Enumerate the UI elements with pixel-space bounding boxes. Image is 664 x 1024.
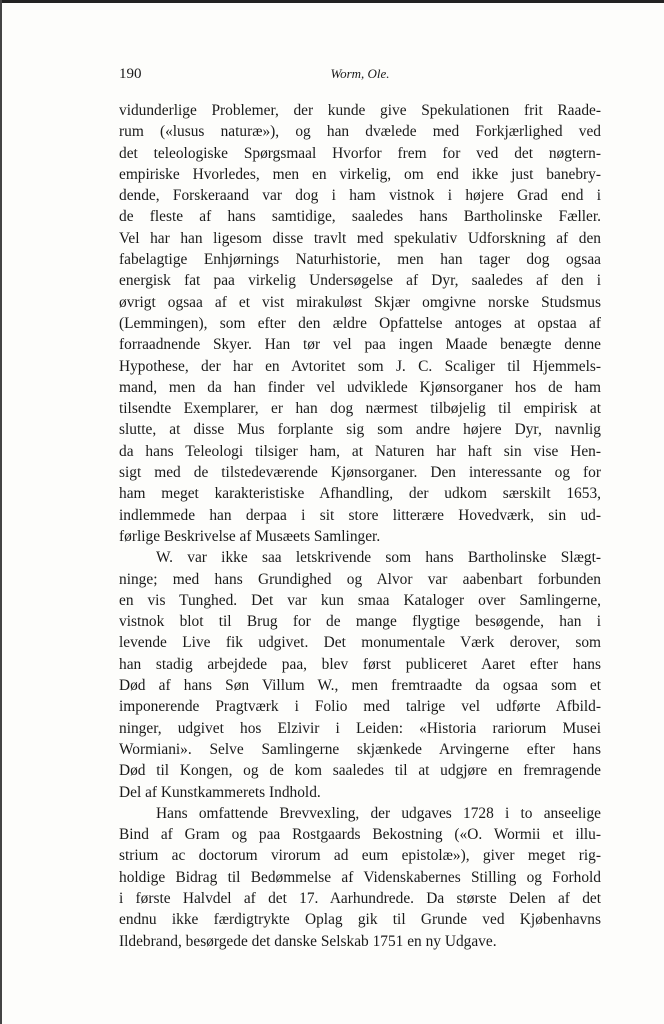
text-line: strium ac doctorum virorum ad eum epistolæ»), giver meget rig-	[119, 847, 601, 865]
text-line: empiriske Hvorledes, men en virkelig, om end ikke just banebry-	[119, 165, 601, 183]
text-line: Hans omfattende Brevvexling, der udgaves 1728 i to anseelige	[156, 804, 601, 822]
text-line: førlige Beskrivelse af Musæets Samlinger.	[119, 527, 381, 545]
text-line: W. var ikke saa letskrivende som hans Bartholinske Slægt-	[156, 549, 601, 567]
text-line: Del af Kunstkammerets Indhold.	[119, 783, 321, 801]
text-line: ninger, udgivet hos Elzivir i Leiden: «Historia rariorum Musei	[119, 719, 601, 737]
text-line: da hans Teleologi tilsiger ham, at Naturen har haft sin vise Hen-	[119, 442, 601, 460]
page-left-edge	[0, 0, 2, 1024]
text-line: (Lemmingen), som efter den ældre Opfattelse antoges at opstaa af	[119, 314, 601, 332]
text-line: levende Live fik udgivet. Det monumentale Værk derover, som	[119, 634, 601, 652]
paragraph-1	[119, 100, 601, 547]
text-line: vidunderlige Problemer, der kunde give Spekulationen frit Raade-	[119, 102, 601, 119]
text-line: en vis Tunghed. Det var kun smaa Kataloger over Samlingerne,	[119, 591, 601, 609]
text-line: i første Halvdel af det 17. Aarhundrede. Da største Delen af det	[119, 889, 601, 907]
text-line: Ildebrand, besørgede det danske Selskab 1751 en ny Udgave.	[119, 932, 497, 950]
text-line: øvrigt ogsaa af et vist mirakuløst Skjær omgivne norske Studsmus	[119, 293, 601, 311]
text-line: de fleste af hans samtidige, saaledes hans Bartholinske Fæller.	[119, 208, 601, 226]
text-line: energisk fat paa virkelig Undersøgelse af Dyr, saaledes af den i	[119, 272, 601, 290]
page-header	[119, 66, 601, 88]
text-line: ham meget karakteristiske Afhandling, der udkom særskilt 1653,	[119, 485, 601, 503]
text-line: mand, men da han finder vel udviklede Kjønsorganer hos de ham	[119, 378, 601, 396]
text-line: ninge; med hans Grundighed og Alvor var aabenbart forbunden	[119, 570, 601, 588]
page-top-edge	[0, 0, 664, 3]
text-line: Bind af Gram og paa Rostgaards Bekostning («O. Wormii et illu-	[119, 826, 601, 844]
text-line: det teleologiske Spørgsmaal Hvorfor frem for ved det nøgtern-	[119, 144, 601, 162]
text-line: forraadnende Skyer. Han tør vel paa ingen Maade benægte denne	[119, 336, 601, 354]
text-line: Død af hans Søn Villum W., men fremtraadte da ogsaa som et	[119, 677, 601, 695]
text-line: fabelagtige Enhjørnings Naturhistorie, men han tager dog ogsaa	[119, 251, 601, 269]
text-line: han stadig arbejdede paa, blev først publiceret Aaret efter hans	[119, 655, 601, 673]
text-line: dende, Forskeraand var dog i ham vistnok i højere Grad end i	[119, 187, 601, 205]
text-line: slutte, at disse Mus forplante sig som andre højere Dyr, navnlig	[119, 421, 601, 439]
text-line: Død til Kongen, og de kom saaledes til at udgjøre en fremragende	[119, 762, 601, 780]
text-line: holdige Bidrag til Bedømmelse af Videnskabernes Stilling og Forhold	[119, 868, 601, 886]
page-body	[119, 100, 601, 952]
text-line: Vel har han ligesom disse travlt med spekulativ Udforskning af den	[119, 229, 601, 247]
paragraph-2	[119, 547, 601, 803]
text-line: rum («lusus naturæ»), og han dvælede med Forkjærlighed ved	[119, 123, 601, 141]
page-number: 190	[119, 66, 142, 82]
running-head: Worm, Ole.	[330, 66, 390, 81]
text-line: indlemmede han derpaa i sit store litterære Hovedværk, sin ud-	[119, 506, 601, 524]
text-line: imponerende Pragtværk i Folio med talrige vel udførte Afbild-	[119, 698, 601, 716]
text-line: vistnok blot til Brug for de mange flygtige besøgende, han i	[119, 613, 601, 631]
text-line: tilsendte Exemplarer, er han dog nærmest tilbøjelig til empirisk at	[119, 400, 601, 418]
text-line: sigt med de tilstedeværende Kjønsorganer. Den interessante og for	[119, 464, 601, 482]
text-line: Wormiani». Selve Samlingerne skjænkede Arvingerne efter hans	[119, 740, 601, 758]
text-line: Hypothese, der har en Avtoritet som J. C. Scaliger til Hjemmels-	[119, 357, 601, 375]
paragraph-3	[119, 803, 601, 952]
text-line: endnu ikke færdigtrykte Oplag gik til Grunde ved Kjøbenhavns	[119, 911, 601, 929]
